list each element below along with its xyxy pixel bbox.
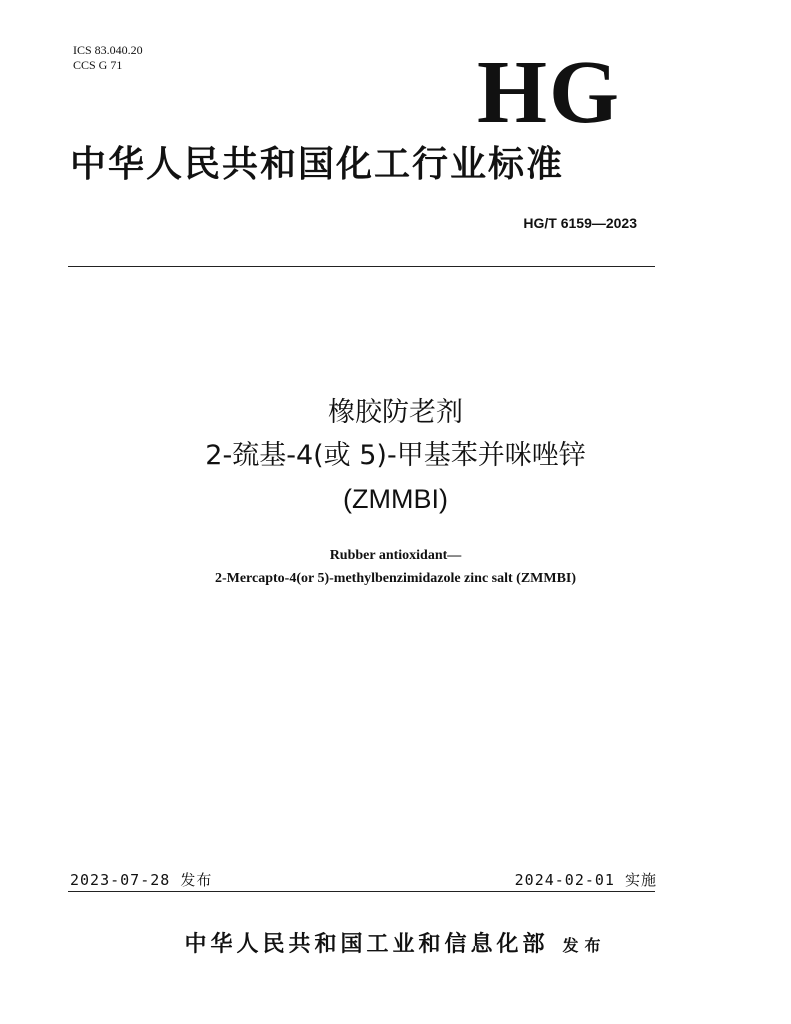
publisher-name: 中华人民共和国工业和信息化部: [184, 931, 549, 957]
publisher-line: [0, 927, 791, 958]
ics-code: ICS 83.040.20: [73, 43, 143, 57]
title-cn-line3: (ZMMBI): [343, 484, 448, 514]
standard-number: HG/T 6159—2023: [523, 215, 637, 231]
title-cn-line1: 橡胶防老剂: [328, 397, 463, 428]
title-cn-line2: 2-巯基-4(或 5)-甲基苯并咪唑锌: [205, 440, 586, 471]
top-divider: [68, 266, 655, 267]
hg-logo: HG: [476, 43, 621, 142]
title-en-line2: 2-Mercapto-4(or 5)-methylbenzimidazole zinc salt (ZMMBI): [214, 571, 577, 586]
implementation-date: 2024-02-01 实施: [514, 871, 657, 889]
classification-codes: [73, 43, 143, 73]
issue-date: 2023-07-28 发布: [70, 871, 213, 889]
ccs-code: CCS G 71: [73, 58, 123, 72]
org-title: 中华人民共和国化工行业标准: [70, 144, 565, 185]
publisher-action: 发布: [562, 936, 607, 955]
bottom-divider: [68, 891, 655, 892]
title-en-line1: Rubber antioxidant—: [329, 548, 462, 563]
